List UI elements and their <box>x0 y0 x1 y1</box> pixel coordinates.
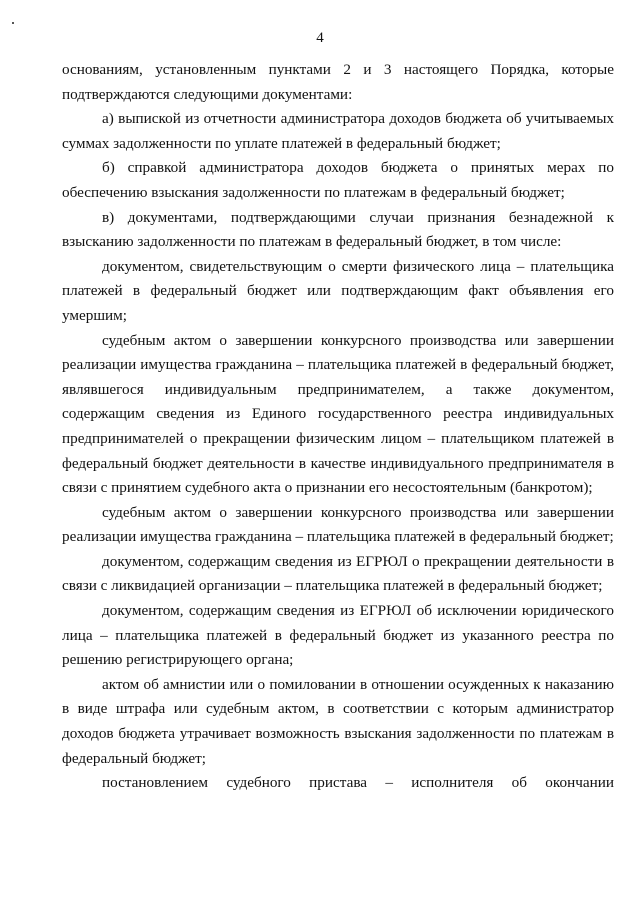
paragraph-1: основаниям, установленным пунктами 2 и 3 настоящего Порядка, которые подтверждаются следующими документами: <box>62 61 614 103</box>
page-number: 4 <box>316 30 324 46</box>
scan-speck <box>12 22 14 24</box>
paragraph-2: а) выпиской из отчетности администратора доходов бюджета об учитываемых суммах задолженности по уплате платежей в федеральный бюджет; <box>62 110 614 152</box>
paragraph-9: документом, содержащим сведения из ЕГРЮЛ об исключении юридического лица – плательщика платежей в федеральный бюджет из указанного реестра по решению регистрирующего органа; <box>62 602 614 669</box>
paragraph-4: в) документами, подтверждающими случаи признания безнадежной к взысканию задолженности по платежам в федеральный бюджет, в том числе: <box>62 208 614 251</box>
paragraph-5: документом, свидетельствующим о смерти физического лица – плательщика платежей в федеральный бюджет или подтверждающим факт объявления его умершим; <box>62 257 614 324</box>
document-body <box>62 58 614 796</box>
paragraph-8: документом, содержащим сведения из ЕГРЮЛ о прекращении деятельности в связи с ликвидацией организации – плательщика платежей в федеральный бюджет; <box>62 552 614 595</box>
paragraph-6: судебным актом о завершении конкурсного производства или завершении реализации имущества гражданина – плательщика платежей в федеральный бюджет, являвшегося индивидуальным предпринимателем, а также документом, содержащим сведения из Единого государственного реестра индивидуальных предпринимателей о прекращении физическим лицом – плательщиком платежей в федеральный бюджет деятельности в качестве индивидуального предпринимателя в связи с принятием судебного акта о признании его несостоятельным (банкротом); <box>62 331 614 497</box>
paragraph-3: б) справкой администратора доходов бюджета о принятых мерах по обеспечению взыскания задолженности по платежам в федеральный бюджет; <box>62 159 614 201</box>
paragraph-7: судебным актом о завершении конкурсного производства или завершении реализации имущества гражданина – плательщика платежей в федеральный бюджет; <box>62 503 614 546</box>
paragraph-11: постановлением судебного пристава – исполнителя об окончании <box>102 774 614 792</box>
paragraph-10: актом об амнистии или о помиловании в отношении осужденных к наказанию в виде штрафа или судебным актом, в соответствии с которым администратор доходов бюджета утрачивает возможность взыскания задолженности по платежам в федеральный бюджет; <box>62 675 614 767</box>
